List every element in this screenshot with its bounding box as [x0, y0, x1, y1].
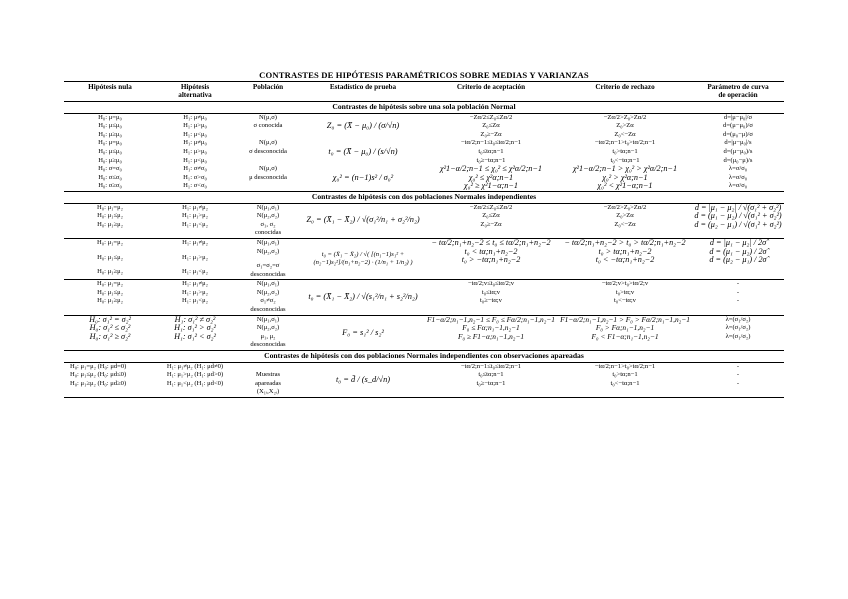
cell-line: t₀>tα;n−1: [612, 147, 638, 155]
cell-line: t₀<−tα;n−1: [610, 156, 640, 164]
cell-line: Hipótesis: [180, 83, 210, 91]
section-one-population: [64, 102, 784, 114]
cell-line: H₀: μ₁=μ₂: [97, 238, 123, 246]
cell-line: −tα/2;n−1≤t₀≤tα/2;n−1: [460, 139, 522, 147]
header-oc-parameter: [692, 82, 784, 102]
cell-line: t₀ > −tα;n₁+n₂−2: [461, 255, 521, 265]
cell-line: −Zα/2≤Z₀≤Zα/2: [469, 203, 513, 211]
cell-line: N(μ,σ): [259, 139, 277, 147]
cell-line: t₀<−tα;n−1: [610, 379, 640, 387]
acceptance-criteria: [424, 362, 558, 397]
cell-line: H₁: μ₁>μ₂: [182, 212, 208, 220]
cell-line: H₀: μ₁=μ₂ (H₀: μd=0): [70, 362, 127, 370]
group-variance-one-population: [64, 165, 784, 191]
cell-line: χ₀² < χ²1−α;n−1: [597, 181, 653, 191]
cell-line: H₁: μ<μ₀: [183, 130, 207, 138]
null-hypotheses: [64, 139, 156, 165]
cell-line: H₀: μ≤μ₀: [98, 147, 122, 155]
cell-line: H₁: μ<μ₀: [183, 156, 207, 164]
cell-line: F₀ > Fα;n₁−1,n₂−1: [595, 323, 655, 333]
spacer: [236, 363, 300, 372]
cell-line: N(μ₂,σ₂): [256, 212, 280, 220]
null-hypotheses: [64, 280, 156, 315]
test-statistic: t₀ = (X̄₁ − X̄₂) / √(s₁²/n₁ + s₂²/n₂): [302, 280, 424, 315]
cell-line: H₀: μ₁≤μ₂: [97, 288, 123, 296]
cell-line: F1−α/2;n₁−1,n₂−1 ≤ F₀ ≤ Fα/2;n₁−1,n₂−1: [427, 314, 555, 324]
cell-line: N(μ₁,σ₁): [256, 280, 280, 288]
population: [234, 203, 302, 238]
cell-line: -: [736, 280, 740, 288]
cell-line: H₀: μ₁=μ₂: [97, 280, 123, 288]
cell-line: de operación: [718, 91, 758, 99]
cell-line: Z₀≤Zα: [482, 212, 500, 220]
cell-line: H₁: σ₁² < σ₂²: [174, 331, 216, 341]
cell-line: H₀: μ₁≥μ₂: [97, 268, 123, 276]
cell-line: -: [736, 379, 740, 387]
header-row: [64, 82, 784, 102]
test-statistic: χ₀² = (n−1)s² / σ₀²: [302, 165, 424, 191]
cell-line: Criterio de rechazo: [595, 83, 655, 91]
header-statistic: [302, 82, 424, 102]
oc-parameter: [692, 165, 784, 191]
cell-line: t₀ > tα;n₁+n₂−2: [598, 246, 652, 256]
cell-line: desconocidas: [250, 270, 286, 278]
test-statistic: Z₀ = (X̄ − μ₀) / (σ/√n): [326, 121, 400, 131]
cell-line: λ=σ/σ₀: [728, 173, 748, 181]
null-hypotheses: [64, 113, 156, 139]
cell-line: Z₀<−Zα: [614, 220, 636, 228]
cell-line: H₀: σ≤σ₀: [98, 173, 122, 181]
cell-line: σ conocida: [253, 122, 283, 130]
cell-line: H₀: σ₁² ≥ σ₂²: [89, 331, 131, 341]
cell-line: λ=(σ₁/σ₂): [725, 315, 751, 323]
hypothesis-tests-document: [64, 70, 784, 398]
oc-parameter: [692, 280, 784, 315]
group-mean-known-sigma: [64, 113, 784, 139]
cell-line: H₁: μ₁<μ₂ (H₁: μd<0): [166, 379, 224, 387]
cell-line: H₀: μ≥μ₀: [98, 130, 122, 138]
cell-line: λ=(σ₁/σ₂): [725, 332, 751, 340]
cell-line: N(μ₁,σ₁): [256, 203, 280, 211]
alt-hypotheses: [156, 362, 234, 397]
group-mean-unknown-sigma: [64, 139, 784, 165]
header-null: [64, 82, 156, 102]
cell-line: H₁: μ≠μ₀: [183, 139, 207, 147]
test-statistic: t₀ = (X̄₁ − X̄₂) / √( [(n₁−1)s₁² + (n₂−1)s₂²]/(n₁+n₂−2) · (1/n₁ + 1/n₂) ): [302, 238, 424, 279]
cell-line: σ desconocida: [249, 147, 287, 155]
cell-line: Contrastes de hipótesis sobre una sola población Normal: [64, 102, 784, 114]
cell-line: d=|μ−μ₀|/s: [724, 139, 752, 147]
cell-line: H₀: σ₁² ≤ σ₂²: [89, 323, 131, 333]
cell-line: H₁: σ₁² ≠ σ₂²: [174, 314, 216, 324]
rejection-criteria: [558, 238, 692, 279]
alt-hypotheses: [156, 165, 234, 191]
cell-line: (X₁ᵢ,X₂ᵢ): [256, 388, 280, 396]
header-population: [234, 82, 302, 102]
header-alternative: [156, 82, 234, 102]
test-statistic: t₀ = (X̄ − μ₀) / (s/√n): [328, 146, 398, 156]
cell-line: d = |μ₁ − μ₂| / √(σ₁² + σ₂²): [694, 202, 782, 212]
acceptance-criteria: [424, 113, 558, 139]
cell-line: −Zα/2≤Z₀≤Zα/2: [469, 113, 513, 121]
cell-line: H₁: μ>μ₀: [183, 147, 207, 155]
cell-line: Z₀≥−Zα: [480, 130, 502, 138]
alt-hypotheses: [156, 280, 234, 315]
cell-line: χ₀² > χ²α;n−1: [602, 172, 648, 182]
cell-line: Hipótesis nula: [88, 83, 132, 91]
cell-line: t₀≤tα;v: [481, 288, 501, 296]
cell-line: Estadístico de prueba: [329, 83, 397, 91]
cell-line: −tα/2;n−1>t₀>tα/2;n−1: [594, 139, 656, 147]
cell-line: H₁: μ₁<μ₂: [182, 220, 208, 228]
hypothesis-table: [64, 82, 784, 398]
cell-line: Criterio de aceptación: [456, 83, 526, 91]
cell-line: λ=σ/σ₀: [728, 165, 748, 173]
rejection-criteria: [558, 280, 692, 315]
population: [234, 280, 302, 315]
cell-line: σ₁, σ₂: [260, 220, 276, 228]
acceptance-criteria: [424, 203, 558, 238]
header-rejection: [558, 82, 692, 102]
cell-line: λ=σ/σ₀: [728, 182, 748, 190]
alt-hypotheses: [156, 139, 234, 165]
population: [234, 165, 302, 191]
cell-line: −Zα/2>Z₀>Zα/2: [603, 203, 647, 211]
cell-line: H₁: μ>μ₀: [183, 122, 207, 130]
cell-line: H₁: σ<σ₀: [183, 182, 207, 190]
header-acceptance: [424, 82, 558, 102]
cell-line: H₁: μ≠μ₀: [183, 113, 207, 121]
rejection-criteria: [558, 315, 692, 350]
cell-line: −tα/2;v>t₀>tα/2;v: [601, 280, 649, 288]
cell-line: Muestras: [255, 371, 281, 379]
oc-parameter: [692, 362, 784, 397]
cell-line: N(μ₂,σ₂): [256, 247, 280, 255]
cell-line: d=(μ₀−μ)/s: [723, 156, 753, 164]
rejection-criteria: [558, 362, 692, 397]
acceptance-criteria: [424, 238, 558, 279]
cell-line: −tα/2;n−1>t₀>tα/2;n−1: [594, 362, 656, 370]
cell-line: d = (μ₁ − μ₂) / 2σ̂: [709, 246, 767, 256]
cell-line: desconocidas: [250, 341, 286, 349]
cell-line: χ²1−α/2;n−1 > χ₀² > χ²α/2;n−1: [572, 164, 678, 174]
acceptance-criteria: [424, 139, 558, 165]
oc-parameter: [692, 238, 784, 279]
cell-line: χ²1−α/2;n−1 ≤ χ₀² ≤ χ²α/2;n−1: [439, 164, 543, 174]
cell-line: -: [736, 371, 740, 379]
cell-line: Z₀≤Zα: [482, 122, 500, 130]
cell-line: H₁: μ₁≠μ₂: [182, 280, 208, 288]
cell-line: t₀ < −tα;n₁+n₂−2: [595, 255, 655, 265]
cell-line: d=|μ−μ₀|/σ: [723, 113, 753, 121]
cell-line: t₀≤tα;n−1: [478, 147, 504, 155]
cell-line: t₀≥−tα;n−1: [476, 156, 506, 164]
group-two-variances: [64, 315, 784, 350]
document-title: CONTRASTES DE HIPÓTESIS PARAMÉTRICOS SOBRE MEDIAS Y VARIANZAS: [64, 70, 784, 82]
cell-line: H₀: σ₁² = σ₂²: [89, 314, 131, 324]
cell-line: H₁: σ₁² > σ₂²: [174, 323, 216, 333]
test-statistic: t₀ = d̄ / (s_d/√n): [302, 362, 424, 397]
cell-line: H₀: μ₁≥μ₂: [97, 220, 123, 228]
rejection-criteria: [558, 113, 692, 139]
cell-line: F₀ ≤ Fα;n₁−1,n₂−1: [462, 323, 520, 333]
cell-line: H₀: σ=σ₀: [98, 165, 122, 173]
cell-line: λ=(σ₁/σ₂): [725, 324, 751, 332]
cell-line: -: [736, 297, 740, 305]
cell-line: H₁: μ₁>μ₂ (H₁: μd>0): [166, 371, 224, 379]
acceptance-criteria: [424, 165, 558, 191]
cell-line: t₀≤tα;n−1: [478, 371, 504, 379]
oc-parameter: [692, 203, 784, 238]
cell-line: N(μ₂,σ₂): [256, 324, 280, 332]
alt-hypotheses: [156, 203, 234, 238]
population: [234, 238, 302, 279]
cell-line: Z₀>Zα: [616, 122, 634, 130]
null-hypotheses: [64, 362, 156, 397]
cell-line: H₁: μ₁≠μ₂: [182, 238, 208, 246]
cell-line: −tα/2;v≤t₀≤tα/2;v: [467, 280, 515, 288]
cell-line: t₀>tα;v: [615, 288, 635, 296]
cell-line: d = |μ₁ − μ₂| / 2σ̂: [709, 237, 767, 247]
cell-line: H₀: μ≥μ₀: [98, 156, 122, 164]
cell-line: Z₀≥−Zα: [480, 220, 502, 228]
cell-line: H₁: μ₁≠μ₂: [182, 203, 208, 211]
null-hypotheses: [64, 315, 156, 350]
cell-line: H₁: μ₁<μ₂: [182, 297, 208, 305]
cell-line: F1−α/2;n₁−1,n₂−1 > F₀ > Fα/2;n₁−1,n₂−1: [560, 314, 690, 324]
cell-line: F₀ ≥ F1−α;n₁−1,n₂−1: [457, 331, 525, 341]
cell-line: H₁: μ₁>μ₂: [182, 288, 208, 296]
cell-line: H₀: μ≤μ₀: [98, 122, 122, 130]
cell-line: alternativa: [178, 91, 212, 99]
cell-line: − tα/2;n₁+n₂−2 ≤ t₀ ≤ tα/2;n₁+n₂−2: [431, 237, 551, 247]
cell-line: H₀: σ≥σ₀: [98, 182, 122, 190]
cell-line: -: [736, 362, 740, 370]
cell-line: t₀>tα;n−1: [612, 371, 638, 379]
cell-line: t₀≥−tα;n−1: [476, 379, 506, 387]
cell-line: H₀: μ₁≥μ₂ (H₀: μd≥0): [70, 379, 127, 387]
cell-line: H₁: σ>σ₀: [183, 173, 207, 181]
test-statistic: Z₀ = (X̄₁ − X̄₂) / √(σ₁²/n₁ + σ₂²/n₂): [302, 203, 424, 238]
population: [234, 113, 302, 139]
cell-line: N(μ₂,σ₂): [256, 288, 280, 296]
acceptance-criteria: [424, 315, 558, 350]
oc-parameter: [692, 315, 784, 350]
cell-line: d = (μ₂ − μ₁) / 2σ̂: [709, 255, 767, 265]
cell-line: σ₁=σ₂=σ: [256, 262, 280, 270]
cell-line: Contrastes de hipótesis con dos poblaciones Normales independientes con observaciones apareadas: [64, 351, 784, 363]
acceptance-criteria: [424, 280, 558, 315]
cell-line: d=(μ−μ₀)/s: [723, 147, 753, 155]
cell-line: d=(μ₀−μ)/σ: [723, 130, 753, 138]
cell-line: H₀: μ=μ₀: [98, 139, 122, 147]
cell-line: H₁: μ₁≠μ₂ (H₁: μd≠0): [166, 362, 224, 370]
test-statistic: F₀ = s₁² / s₂²: [302, 315, 424, 350]
cell-line: σ₁≠σ₂: [260, 297, 276, 305]
cell-line: t₀≥−tα;v: [480, 297, 502, 305]
cell-line: H₀: μ₁=μ₂: [97, 203, 123, 211]
cell-line: H₀: μ₁≤μ₂: [97, 253, 123, 261]
cell-line: χ₀² ≥ χ²1−α;n−1: [464, 181, 518, 191]
null-hypotheses: [64, 203, 156, 238]
cell-line: -: [736, 288, 740, 296]
cell-line: N(μ₁,σ₁): [256, 315, 280, 323]
cell-line: Población: [252, 83, 284, 91]
group-two-means-equal-unknown-sigma: [64, 238, 784, 279]
cell-line: μ desconocida: [249, 173, 287, 181]
cell-line: N(μ₁,σ₁): [256, 238, 280, 246]
cell-line: H₀: μ=μ₀: [98, 113, 122, 121]
section-paired-observations: [64, 351, 784, 363]
alt-hypotheses: [156, 238, 234, 279]
cell-line: d = (μ₁ − μ₂) / √(σ₁² + σ₂²): [694, 211, 782, 221]
cell-line: − tα/2;n₁+n₂−2 > t₀ > tα/2;n₁+n₂−2: [564, 237, 686, 247]
cell-line: conocidas: [254, 229, 282, 237]
cell-line: Parámetro de curva: [707, 83, 769, 91]
null-hypotheses: [64, 238, 156, 279]
cell-line: −Zα/2>Z₀>Zα/2: [603, 113, 647, 121]
cell-line: d = (μ₂ − μ₁) / √(σ₁² + σ₂²): [694, 219, 782, 229]
alt-hypotheses: [156, 315, 234, 350]
rejection-criteria: [558, 165, 692, 191]
cell-line: Z₀<−Zα: [614, 130, 636, 138]
population: [234, 362, 302, 397]
alt-hypotheses: [156, 113, 234, 139]
cell-line: Z₀>Zα: [616, 212, 634, 220]
null-hypotheses: [64, 165, 156, 191]
cell-line: t₀<−tα;v: [614, 297, 636, 305]
cell-line: d=(μ−μ₀)/σ: [723, 122, 753, 130]
cell-line: N(μ,σ): [259, 165, 277, 173]
cell-line: N(μ,σ): [259, 113, 277, 121]
cell-line: F₀ < F1−α;n₁−1,n₂−1: [591, 331, 659, 341]
cell-line: χ₀² ≤ χ²α;n−1: [468, 172, 514, 182]
population: [234, 139, 302, 165]
cell-line: t₀ < tα;n₁+n₂−2: [464, 246, 518, 256]
group-paired-means: [64, 362, 784, 397]
population: [234, 315, 302, 350]
rejection-criteria: [558, 203, 692, 238]
cell-line: μ₁, μ₂: [260, 332, 276, 340]
cell-line: H₁: μ₁>μ₂: [182, 253, 208, 261]
cell-line: H₁: σ≠σ₀: [183, 165, 207, 173]
group-two-means-different-unknown-sigma: [64, 280, 784, 315]
cell-line: H₀: μ₁≥μ₂: [97, 297, 123, 305]
cell-line: desconocidas: [250, 306, 286, 314]
cell-line: H₀: μ₁≤μ₂: [97, 212, 123, 220]
cell-line: apareadas: [255, 379, 281, 387]
cell-line: H₁: μ₁<μ₂: [182, 268, 208, 276]
rejection-criteria: [558, 139, 692, 165]
group-two-means-known-sigma: [64, 203, 784, 238]
oc-parameter: [692, 113, 784, 139]
cell-line: Contrastes de hipótesis con dos poblaciones Normales independientes: [64, 191, 784, 203]
cell-line: −tα/2;n−1≤t₀≤tα/2;n−1: [460, 362, 522, 370]
cell-line: H₀: μ₁≤μ₂ (H₀: μd≤0): [70, 371, 127, 379]
oc-parameter: [692, 139, 784, 165]
section-two-populations: [64, 191, 784, 203]
